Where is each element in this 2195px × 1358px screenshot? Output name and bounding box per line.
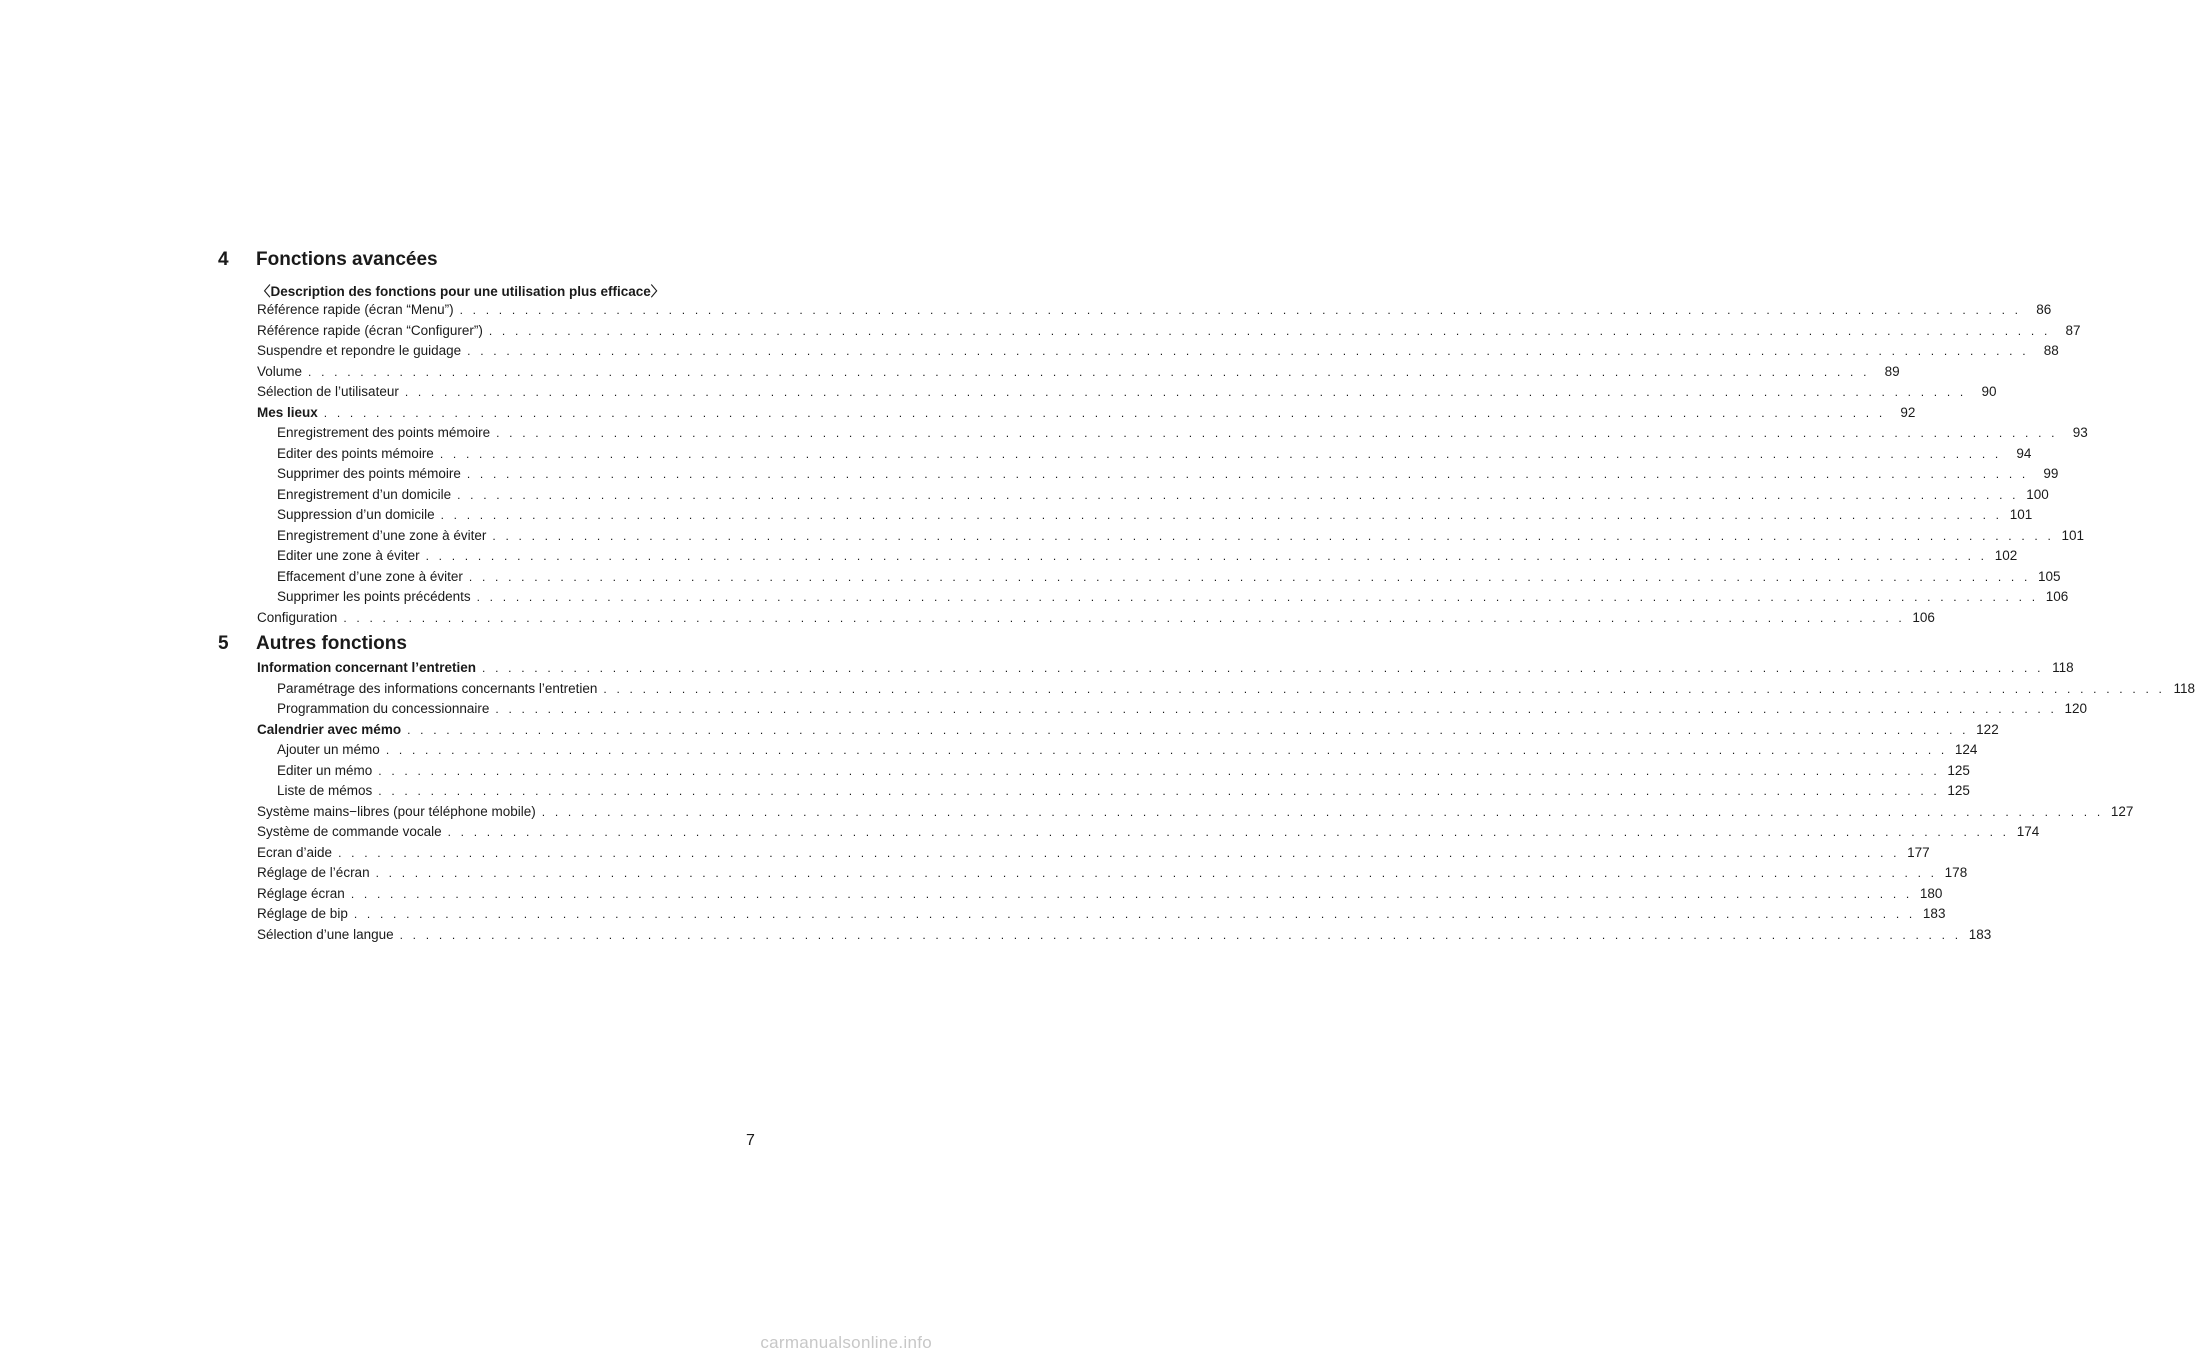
toc-entry[interactable]: [257, 740, 1978, 761]
toc-entry[interactable]: [257, 546, 2018, 567]
dot-leader: . . . . . . . . . . . . . . . . . . . . . . . . . . . . . . . . . . . . . . . . . . . . . . . . . . . . . . . . . . . . . . . . . . . . . . . . . . . . . . . . . . . . . . . . . . . . . . . . . . . . . . . . . . . . . . . . . . . . . . . .: [476, 590, 2039, 604]
toc-entry-page: 89: [1884, 363, 1900, 379]
toc-entry[interactable]: [257, 587, 2069, 608]
page-number: 7: [746, 1132, 755, 1149]
toc-entry-page: 183: [1922, 906, 1946, 921]
toc-entry[interactable]: [257, 321, 2081, 342]
toc-entry[interactable]: [257, 300, 2052, 321]
toc-entry-label: Liste de mémos: [277, 783, 373, 798]
toc-entry[interactable]: [257, 679, 2195, 700]
toc-entry[interactable]: [257, 362, 1900, 383]
toc-entry[interactable]: [257, 658, 2074, 679]
dot-leader: . . . . . . . . . . . . . . . . . . . . . . . . . . . . . . . . . . . . . . . . . . . . . . . . . . . . . . . . . . . . . . . . . . . . . . . . . . . . . . . . . . . . . . . . . . . . . . . . . . . . . . . . . . . . . . . . . . . . . . . .: [468, 569, 2031, 584]
toc-entry-page: 122: [1976, 721, 1999, 737]
toc-entry-label: Ecran d’aide: [257, 844, 333, 860]
toc-entry-label: Réglage de l’écran: [257, 865, 370, 880]
toc-entry[interactable]: [257, 761, 1970, 782]
toc-entry-label: Référence rapide (écran “Configurer”): [257, 322, 483, 338]
section-5-title: Autres fonctions: [256, 633, 407, 654]
toc-entry[interactable]: [257, 464, 2059, 485]
toc-entry-label: Editer un mémo: [277, 762, 373, 778]
toc-entry[interactable]: [257, 608, 1935, 629]
toc-entry-page: 87: [2065, 322, 2081, 338]
toc-entry-label: Système de commande vocale: [257, 824, 442, 839]
dot-leader: . . . . . . . . . . . . . . . . . . . . . . . . . . . . . . . . . . . . . . . . . . . . . . . . . . . . . . . . . . . . . . . . . . . . . . . . . . . . . . . . . . . . . . . . . . . . . . . . . . . . . . . . . . . . . . . . . . . . . . . .: [343, 610, 1905, 625]
toc-entry-page: 124: [1954, 742, 1978, 757]
dot-leader: . . . . . . . . . . . . . . . . . . . . . . . . . . . . . . . . . . . . . . . . . . . . . . . . . . . . . . . . . . . . . . . . . . . . . . . . . . . . . . . . . . . . . . . . . . . . . . . . . . . . . . . . . . . . . . . . . . . . . . . .: [440, 508, 2003, 522]
toc-entry-page: 90: [1981, 384, 1997, 399]
toc-entry-page: 125: [1947, 762, 1970, 778]
toc-entry-page: 106: [1912, 609, 1935, 625]
toc-entry-page: 99: [2043, 466, 2059, 481]
dot-leader: . . . . . . . . . . . . . . . . . . . . . . . . . . . . . . . . . . . . . . . . . . . . . . . . . . . . . . . . . . . . . . . . . . . . . . . . . . . . . . . . . . . . . . . . . . . . . . . . . . . . . . . . . . . . . . . . . . . . . . . .: [375, 866, 1938, 880]
toc-entry[interactable]: [257, 925, 1992, 946]
dot-leader: . . . . . . . . . . . . . . . . . . . . . . . . . . . . . . . . . . . . . . . . . . . . . . . . . . . . . . . . . . . . . . . . . . . . . . . . . . . . . . . . . . . . . . . . . . . . . . . . . . . . . . . . . . . . . . . . . . . . . . . .: [323, 405, 1886, 420]
toc-entry-label: Enregistrement des points mémoire: [277, 425, 491, 440]
dot-leader: . . . . . . . . . . . . . . . . . . . . . . . . . . . . . . . . . . . . . . . . . . . . . . . . . . . . . . . . . . . . . . . . . . . . . . . . . . . . . . . . . . . . . . . . . . . . . . . . . . . . . . . . . . . . . . . . . . . . . . . .: [350, 886, 1913, 901]
toc-entry-page: 180: [1919, 885, 1943, 901]
toc-entry[interactable]: [257, 444, 2032, 465]
toc-entry-label: Sélection de l’utilisateur: [257, 384, 399, 399]
toc-entry-page: 100: [2026, 486, 2049, 502]
toc-entry[interactable]: [257, 822, 2040, 843]
dot-leader: . . . . . . . . . . . . . . . . . . . . . . . . . . . . . . . . . . . . . . . . . . . . . . . . . . . . . . . . . . . . . . . . . . . . . . . . . . . . . . . . . . . . . . . . . . . . . . . . . . . . . . . . . . . . . . . . . . . . . . . .: [492, 528, 2054, 543]
toc-entry[interactable]: [257, 567, 2061, 588]
toc-entry-label: Information concernant l’entretien: [257, 660, 477, 675]
toc-entry-label: Supprimer les points précédents: [277, 589, 471, 604]
dot-leader: . . . . . . . . . . . . . . . . . . . . . . . . . . . . . . . . . . . . . . . . . . . . . . . . . . . . . . . . . . . . . . . . . . . . . . . . . . . . . . . . . . . . . . . . . . . . . . . . . . . . . . . . . . . . . . . . . . . . . . . .: [447, 825, 2010, 839]
toc-entry-label: Editer des points mémoire: [277, 445, 434, 461]
toc-entry-page: 93: [2072, 425, 2088, 440]
section-5-toc-list: [257, 658, 2195, 945]
toc-entry-label: Enregistrement d’un domicile: [277, 486, 452, 502]
toc-entry-page: 88: [2043, 343, 2059, 358]
toc-entry[interactable]: [257, 699, 2087, 720]
toc-entry-label: Mes lieux: [257, 404, 318, 420]
toc-entry-page: 94: [2016, 445, 2032, 461]
toc-entry[interactable]: [257, 884, 1943, 905]
section-5-number: 5: [218, 633, 229, 654]
toc-entry[interactable]: [257, 863, 1968, 884]
dot-leader: . . . . . . . . . . . . . . . . . . . . . . . . . . . . . . . . . . . . . . . . . . . . . . . . . . . . . . . . . . . . . . . . . . . . . . . . . . . . . . . . . . . . . . . . . . . . . . . . . . . . . . . . . . . . . . . . . . . . . . . .: [466, 467, 2029, 481]
toc-entry[interactable]: [257, 382, 1997, 403]
toc-entry-page: 174: [2016, 824, 2040, 839]
toc-entry-label: Effacement d’une zone à éviter: [277, 568, 463, 584]
section-4-heading: [218, 249, 438, 271]
toc-entry-label: Suspendre et repondre le guidage: [257, 343, 462, 358]
toc-entry-label: Editer une zone à éviter: [277, 548, 420, 563]
toc-entry-label: Réglage de bip: [257, 906, 348, 921]
toc-entry-label: Supprimer des points mémoire: [277, 466, 461, 481]
dot-leader: . . . . . . . . . . . . . . . . . . . . . . . . . . . . . . . . . . . . . . . . . . . . . . . . . . . . . . . . . . . . . . . . . . . . . . . . . . . . . . . . . . . . . . . . . . . . . . . . . . . . . . . . . . . . . . . . . . . . . . . .: [496, 426, 2058, 440]
toc-entry-label: Système mains−libres (pour téléphone mobile): [257, 803, 536, 819]
dot-leader: . . . . . . . . . . . . . . . . . . . . . . . . . . . . . . . . . . . . . . . . . . . . . . . . . . . . . . . . . . . . . . . . . . . . . . . . . . . . . . . . . . . . . . . . . . . . . . . . . . . . . . . . . . . . . . . . . . . . . . . .: [488, 323, 2051, 338]
dot-leader: . . . . . . . . . . . . . . . . . . . . . . . . . . . . . . . . . . . . . . . . . . . . . . . . . . . . . . . . . . . . . . . . . . . . . . . . . . . . . . . . . . . . . . . . . . . . . . . . . . . . . . . . . . . . . . . . . . . . . . . .: [495, 702, 2057, 716]
toc-entry-page: 102: [1994, 548, 2018, 563]
toc-entry-page: 118: [2173, 680, 2195, 696]
dot-leader: . . . . . . . . . . . . . . . . . . . . . . . . . . . . . . . . . . . . . . . . . . . . . . . . . . . . . . . . . . . . . . . . . . . . . . . . . . . . . . . . . . . . . . . . . . . . . . . . . . . . . . . . . . . . . . . . . . . . . . . .: [425, 549, 1988, 563]
toc-entry-page: 118: [2052, 660, 2074, 675]
toc-entry-page: 120: [2064, 701, 2087, 716]
toc-entry[interactable]: [257, 485, 2049, 506]
toc-entry[interactable]: [257, 720, 1999, 741]
dot-leader: . . . . . . . . . . . . . . . . . . . . . . . . . . . . . . . . . . . . . . . . . . . . . . . . . . . . . . . . . . . . . . . . . . . . . . . . . . . . . . . . . . . . . . . . . . . . . . . . . . . . . . . . . . . . . . . . . . . . . . . .: [467, 344, 2029, 358]
toc-entry-page: 178: [1944, 865, 1968, 880]
dot-leader: . . . . . . . . . . . . . . . . . . . . . . . . . . . . . . . . . . . . . . . . . . . . . . . . . . . . . . . . . . . . . . . . . . . . . . . . . . . . . . . . . . . . . . . . . . . . . . . . . . . . . . . . . . . . . . . . . . . . . . . .: [603, 681, 2166, 696]
toc-entry-label: Ajouter un mémo: [277, 742, 380, 757]
toc-entry-page: 106: [2045, 589, 2069, 604]
toc-entry-page: 86: [2036, 302, 2052, 317]
watermark-link[interactable]: carmanualsonline.info: [760, 1333, 932, 1352]
section-4-toc-list: [257, 300, 2088, 628]
dot-leader: . . . . . . . . . . . . . . . . . . . . . . . . . . . . . . . . . . . . . . . . . . . . . . . . . . . . . . . . . . . . . . . . . . . . . . . . . . . . . . . . . . . . . . . . . . . . . . . . . . . . . . . . . . . . . . . . . . . . . . . .: [385, 743, 1948, 757]
dot-leader: . . . . . . . . . . . . . . . . . . . . . . . . . . . . . . . . . . . . . . . . . . . . . . . . . . . . . . . . . . . . . . . . . . . . . . . . . . . . . . . . . . . . . . . . . . . . . . . . . . . . . . . . . . . . . . . . . . . . . . . .: [404, 385, 1967, 399]
toc-entry[interactable]: [257, 843, 1930, 864]
toc-entry[interactable]: [257, 403, 1916, 424]
section-5-heading: [218, 633, 407, 655]
toc-entry-page: 101: [2009, 507, 2033, 522]
dot-leader: . . . . . . . . . . . . . . . . . . . . . . . . . . . . . . . . . . . . . . . . . . . . . . . . . . . . . . . . . . . . . . . . . . . . . . . . . . . . . . . . . . . . . . . . . . . . . . . . . . . . . . . . . . . . . . . . . . . . . . . .: [541, 804, 2104, 819]
dot-leader: . . . . . . . . . . . . . . . . . . . . . . . . . . . . . . . . . . . . . . . . . . . . . . . . . . . . . . . . . . . . . . . . . . . . . . . . . . . . . . . . . . . . . . . . . . . . . . . . . . . . . . . . . . . . . . . . . . . . . . . .: [439, 446, 2002, 461]
toc-entry-label: Réglage écran: [257, 885, 345, 901]
toc-entry[interactable]: [257, 423, 2088, 444]
dot-leader: . . . . . . . . . . . . . . . . . . . . . . . . . . . . . . . . . . . . . . . . . . . . . . . . . . . . . . . . . . . . . . . . . . . . . . . . . . . . . . . . . . . . . . . . . . . . . . . . . . . . . . . . . . . . . . . . . . . . . . . .: [399, 927, 1962, 942]
dot-leader: . . . . . . . . . . . . . . . . . . . . . . . . . . . . . . . . . . . . . . . . . . . . . . . . . . . . . . . . . . . . . . . . . . . . . . . . . . . . . . . . . . . . . . . . . . . . . . . . . . . . . . . . . . . . . . . . . . . . . . . .: [459, 303, 2022, 317]
toc-entry-label: Enregistrement d’une zone à éviter: [277, 527, 487, 543]
toc-entry-label: Programmation du concessionnaire: [277, 701, 490, 716]
toc-entry[interactable]: [257, 526, 2084, 547]
dot-leader: . . . . . . . . . . . . . . . . . . . . . . . . . . . . . . . . . . . . . . . . . . . . . . . . . . . . . . . . . . . . . . . . . . . . . . . . . . . . . . . . . . . . . . . . . . . . . . . . . . . . . . . . . . . . . . . . . . . . . . . .: [457, 487, 2019, 502]
toc-entry-page: 105: [2037, 568, 2061, 584]
section-4-title: Fonctions avancées: [256, 249, 438, 270]
dot-leader: . . . . . . . . . . . . . . . . . . . . . . . . . . . . . . . . . . . . . . . . . . . . . . . . . . . . . . . . . . . . . . . . . . . . . . . . . . . . . . . . . . . . . . . . . . . . . . . . . . . . . . . . . . . . . . . . . . . . . . . .: [378, 784, 1940, 798]
toc-entry-page: 177: [1907, 844, 1930, 860]
toc-entry[interactable]: [257, 781, 1970, 802]
toc-entry[interactable]: [257, 904, 1946, 925]
toc-entry-label: Volume: [257, 363, 303, 379]
dot-leader: . . . . . . . . . . . . . . . . . . . . . . . . . . . . . . . . . . . . . . . . . . . . . . . . . . . . . . . . . . . . . . . . . . . . . . . . . . . . . . . . . . . . . . . . . . . . . . . . . . . . . . . . . . . . . . . . . . . . . . . .: [378, 763, 1940, 778]
toc-entry-label: Configuration: [257, 609, 338, 625]
toc-entry-label: Sélection d’une langue: [257, 926, 394, 942]
section-4-subtitle: 〈Description des fonctions pour une utilisation plus efficace〉: [257, 284, 665, 299]
toc-entry-page: 183: [1968, 926, 1992, 942]
dot-leader: . . . . . . . . . . . . . . . . . . . . . . . . . . . . . . . . . . . . . . . . . . . . . . . . . . . . . . . . . . . . . . . . . . . . . . . . . . . . . . . . . . . . . . . . . . . . . . . . . . . . . . . . . . . . . . . . . . . . . . . .: [407, 722, 1969, 737]
dot-leader: . . . . . . . . . . . . . . . . . . . . . . . . . . . . . . . . . . . . . . . . . . . . . . . . . . . . . . . . . . . . . . . . . . . . . . . . . . . . . . . . . . . . . . . . . . . . . . . . . . . . . . . . . . . . . . . . . . . . . . . .: [308, 364, 1870, 379]
toc-entry-page: 101: [2061, 527, 2084, 543]
dot-leader: . . . . . . . . . . . . . . . . . . . . . . . . . . . . . . . . . . . . . . . . . . . . . . . . . . . . . . . . . . . . . . . . . . . . . . . . . . . . . . . . . . . . . . . . . . . . . . . . . . . . . . . . . . . . . . . . . . . . . . . .: [482, 661, 2044, 675]
toc-entry-label: Calendrier avec mémo: [257, 721, 402, 737]
toc-entry-page: 127: [2110, 803, 2134, 819]
dot-leader: . . . . . . . . . . . . . . . . . . . . . . . . . . . . . . . . . . . . . . . . . . . . . . . . . . . . . . . . . . . . . . . . . . . . . . . . . . . . . . . . . . . . . . . . . . . . . . . . . . . . . . . . . . . . . . . . . . . . . . . .: [353, 907, 1916, 921]
toc-entry-label: Suppression d’un domicile: [277, 507, 435, 522]
toc-entry[interactable]: [257, 341, 2059, 362]
toc-entry-label: Référence rapide (écran “Menu”): [257, 302, 454, 317]
toc-entry-label: Paramétrage des informations concernants l’entretien: [277, 680, 598, 696]
toc-entry-page: 92: [1900, 404, 1916, 420]
toc-entry-page: 125: [1947, 783, 1970, 798]
toc-entry[interactable]: [257, 802, 2134, 823]
section-4-number: 4: [218, 249, 229, 270]
toc-entry[interactable]: [257, 505, 2033, 526]
dot-leader: . . . . . . . . . . . . . . . . . . . . . . . . . . . . . . . . . . . . . . . . . . . . . . . . . . . . . . . . . . . . . . . . . . . . . . . . . . . . . . . . . . . . . . . . . . . . . . . . . . . . . . . . . . . . . . . . . . . . . . . .: [338, 845, 1900, 860]
